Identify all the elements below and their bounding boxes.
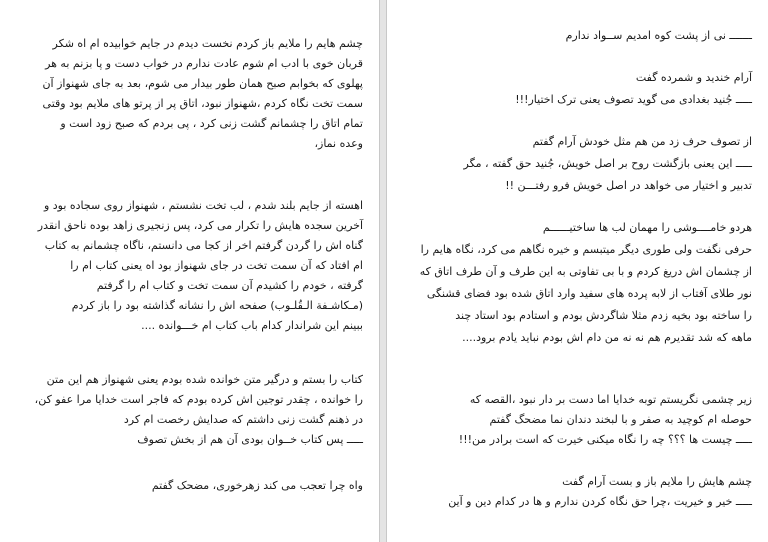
left-line: در ذهنم گشت زنی داشتم که صدایش رخصت ام کرد [123,413,363,426]
left-line: را خوانده ، چقدر توجین اش کرده بودم که فاجر است خدایا مرا عفو کن، [34,393,363,406]
left-line: گناه اش را گردن گرفتم اخر از کجا می دانستم، ناگاه چشمانم به کتاب [44,239,363,252]
right-line: نور طلای آفتاب از لابه پرده های سفید وارد اتاق شده بود فضای قشنگی [426,287,752,300]
left-page [0,0,380,542]
left-line: (مـکاشـفة الـقُلـوب) صفحه اش را نشانه گذاشته بود را باز کردم [71,299,363,312]
right-line: زیر چشمی نگریستم توبه خدایا اما دست بر دار نبود ،القصه که [469,393,752,406]
right-line: ـــــ این یعنی بازگشت روح بر اصل خویش، جُنید حق گفته ، مگر [463,157,752,170]
right-line: تدبیر و اختیار می خواهد در اصل خویش فرو رفتـــن !! [505,179,752,192]
left-line: ـــــ پس کتاب خــوان بودی آن هم از بخش تصوف [137,433,363,446]
left-line: تمام اتاق را چشمانم گشت زنی کرد ، پی بردم که صبح زود است و [60,117,363,130]
right-line: ـــــ جُنید بغدادی می گوید تصوف یعنی ترک اختیار!!! [515,93,752,106]
right-line: را ساخته بود بخیه زدم مثلا شاگردش بودم و استادم بود استاد چند [455,309,752,322]
right-line: آرام خندید و شمرده گفت [635,71,752,84]
left-line: سمت تخت نگاه کردم ،شهنواز نبود، اتاق پر از پرتو های ملایم بود وقتی [42,97,363,110]
left-line: گرفته ، خودم را کشیدم آن سمت تخت و کتاب ام را گرفتم [96,279,363,292]
right-line: ـــــ چیست ها ؟؟؟ چه را نگاه میکنی خیرت که است برادر من!!! [458,433,752,446]
right-line: حوصله ام کوچید به صفر و با لبخند دندان نما مضحگ گفتم [489,413,752,426]
right-line: حرفی نگفت ولی طوری دیگر میتبسم و خیره نگاهم می کرد، نگاه هایم را [420,243,752,256]
right-line: ماهه که شد تقدیرم هم نه نه من دام اش بودم نباید یادم برود.... [462,331,752,344]
right-line: ـــــ خیر و خیریت ،چرا حق نگاه کردن ندارم و ها در کدام دین و آین [448,495,752,508]
right-line: ـــــــ نی از پشت کوه امدیم ســواد ندارم [565,29,752,42]
right-line: چشم هایش را ملایم باز و بست آرام گفت [562,475,752,488]
left-line: چشم هایم را ملایم باز کردم نخست دیدم در جایم خوابیده ام اه شکر [52,37,363,50]
left-line: وعده نماز، [314,137,363,150]
left-line: پهلوی که بخوابم صبح همان طور بیدار می شوم، بعد به جای شهنواز آن [42,77,363,90]
right-line: از چشمان اش دریغ کردم و با بی تفاوتی به این طرف و آن طرف اتاق که [419,265,752,278]
left-line: اهسته از جایم بلند شدم ، لب تخت نشستم ، شهنواز روی سجاده بود و [43,199,363,212]
right-line: هردو خامــــوشی را مهمان لب ها ساختیــــــم [542,221,752,234]
left-line: کتاب را بستم و درگیر متن خوانده شده بودم یعنی شهنواز هم این متن [46,373,363,386]
right-page [386,0,768,542]
left-line: واه چرا تعجب می کند زهرخوری، مضحک گفتم [151,479,363,492]
left-line: قربان خوی با ادب ام شوم عادت ندارم در خواب دست و پا بزنم به هر [45,57,363,70]
left-line: ببینم این شراندار کدام باب کتاب ام خـــوانده .... [141,319,363,332]
left-line: آخرین سجده هایش را تکرار می کرد، پس زنجیری زاهد بوده ناحق انقدر [37,219,363,232]
right-line: از تصوف حرف زد من هم مثل خودش آرام گفتم [532,135,752,148]
left-line: ام افتاد که آن سمت تخت در جای شهنواز بود اه یعنی کتاب ام را [70,259,363,272]
